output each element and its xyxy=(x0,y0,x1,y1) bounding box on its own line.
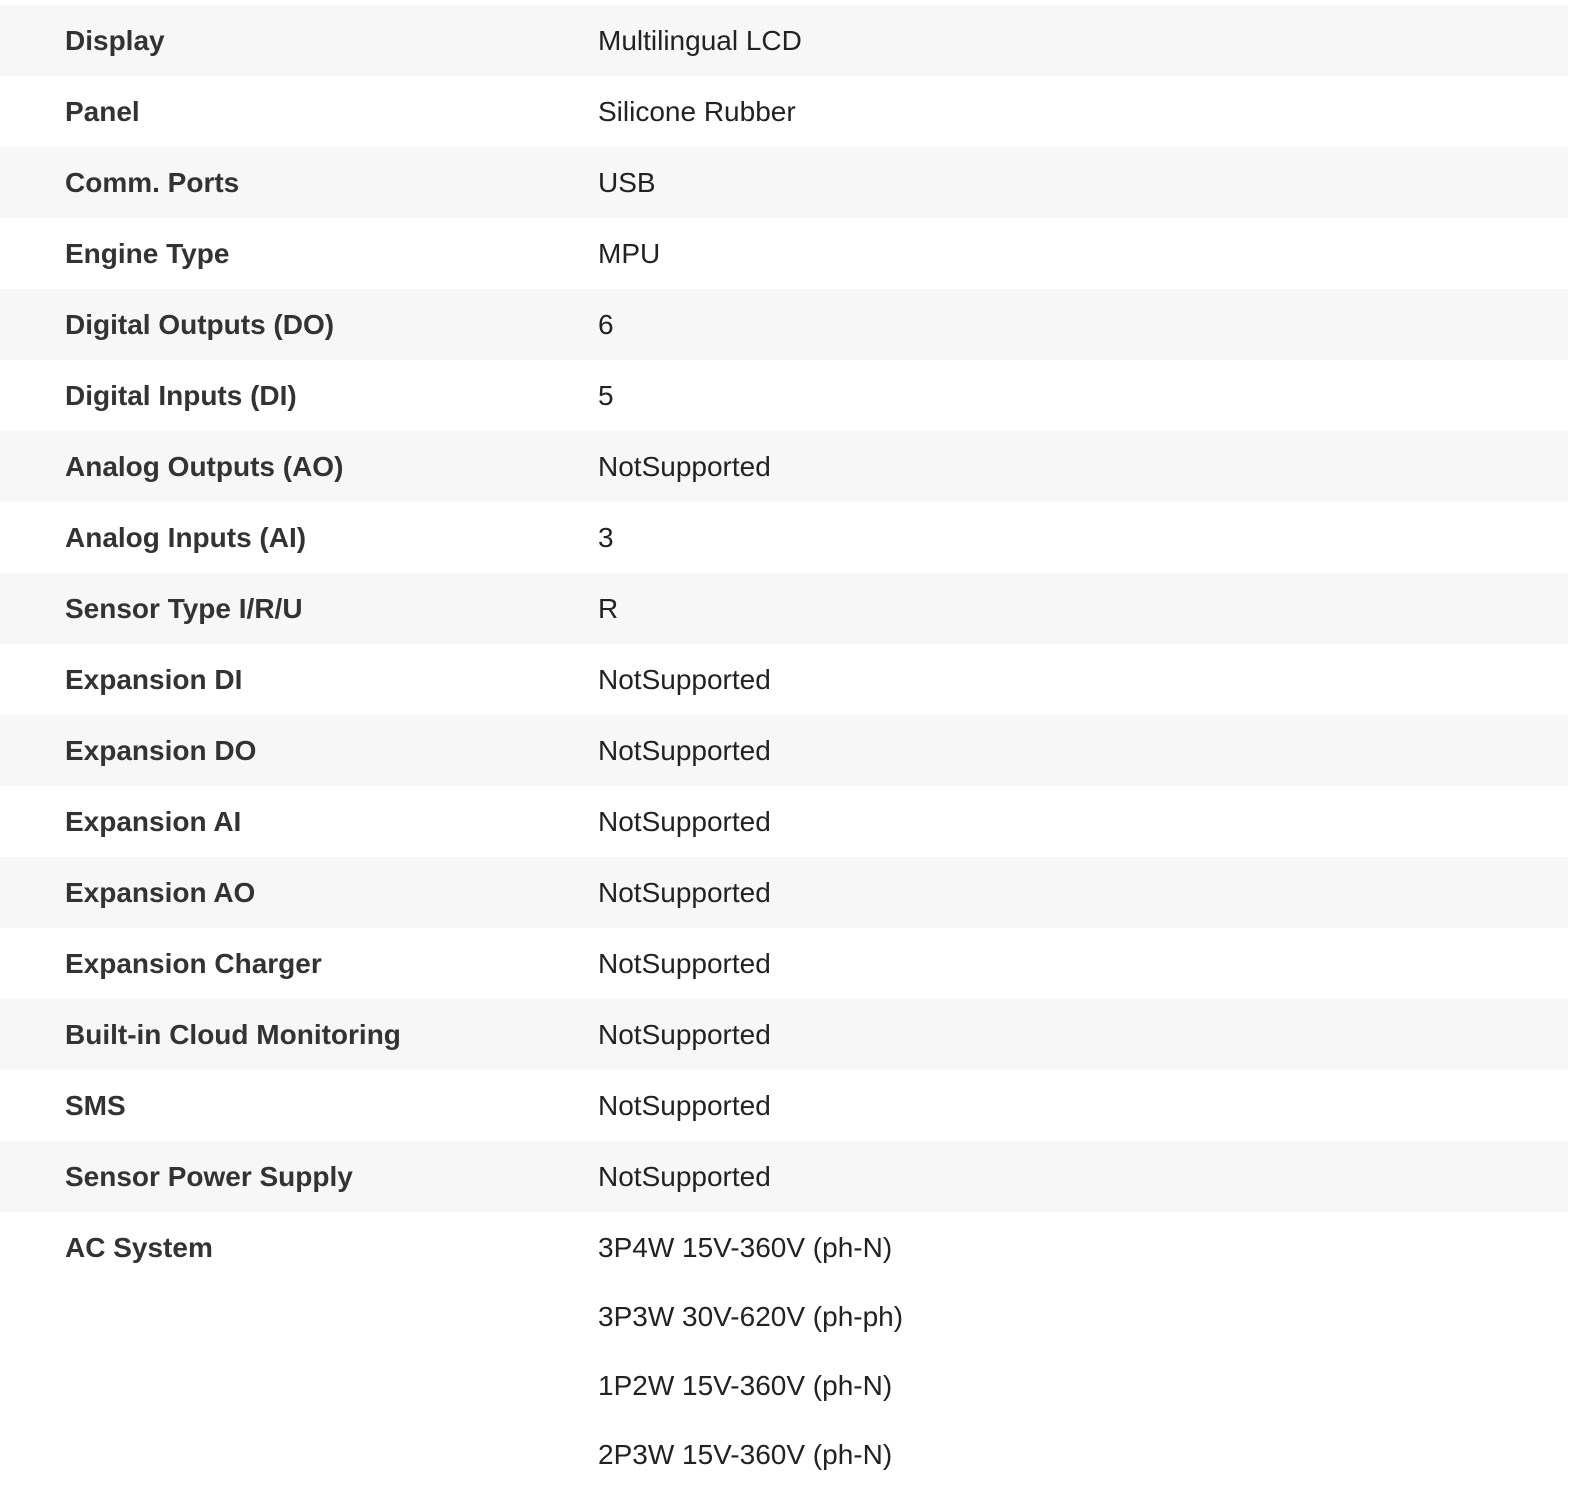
spec-row-expansion-ao xyxy=(0,857,1568,928)
spec-label: SMS xyxy=(65,1090,126,1121)
spec-label: Expansion DO xyxy=(65,735,257,766)
spec-value: Multilingual LCD xyxy=(598,25,802,56)
spec-value: NotSupported xyxy=(598,664,771,695)
spec-value: MPU xyxy=(598,238,661,269)
spec-row-sensor-power-supply xyxy=(0,1141,1568,1212)
spec-label: Built-in Cloud Monitoring xyxy=(65,1019,401,1050)
spec-row-sms xyxy=(0,1070,1568,1141)
spec-value: 6 xyxy=(598,309,614,340)
spec-value: USB xyxy=(598,167,656,198)
spec-row-expansion-charger xyxy=(0,928,1568,999)
spec-value: 3 xyxy=(598,522,614,553)
spec-label: Comm. Ports xyxy=(65,167,240,198)
spec-label: AC System xyxy=(65,1232,213,1263)
spec-value: 5 xyxy=(598,380,614,411)
spec-row-panel xyxy=(0,76,1568,147)
spec-value-list xyxy=(597,1212,1568,1490)
spec-label: Display xyxy=(65,25,165,56)
spec-value: R xyxy=(598,593,619,624)
spec-value: NotSupported xyxy=(598,1019,771,1050)
spec-label: Digital Inputs (DI) xyxy=(65,380,297,411)
spec-value: Silicone Rubber xyxy=(598,96,796,127)
spec-row-expansion-ai xyxy=(0,786,1568,857)
spec-label: Engine Type xyxy=(65,238,230,269)
spec-row-sensor-type xyxy=(0,573,1568,644)
ac-system-option: 1P2W 15V-360V (ph-N) xyxy=(598,1370,893,1401)
spec-label: Expansion DI xyxy=(65,664,243,695)
ac-system-option: 2P3W 15V-360V (ph-N) xyxy=(598,1439,893,1470)
spec-row-engine-type xyxy=(0,218,1568,289)
spec-label: Expansion AI xyxy=(65,806,242,837)
spec-value: NotSupported xyxy=(598,1161,771,1192)
spec-value: NotSupported xyxy=(598,735,771,766)
spec-value: NotSupported xyxy=(598,1090,771,1121)
spec-row-analog-inputs xyxy=(0,502,1568,573)
ac-system-option: 3P3W 30V-620V (ph-ph) xyxy=(598,1301,904,1332)
spec-row-expansion-di xyxy=(0,644,1568,715)
spec-label: Analog Inputs (AI) xyxy=(65,522,307,553)
spec-row-cloud-monitoring xyxy=(0,999,1568,1070)
spec-row-expansion-do xyxy=(0,715,1568,786)
spec-row-digital-inputs xyxy=(0,360,1568,431)
spec-row-display xyxy=(0,5,1568,76)
spec-value: NotSupported xyxy=(598,451,771,482)
spec-label: Sensor Power Supply xyxy=(65,1161,353,1192)
spec-value: NotSupported xyxy=(598,948,771,979)
spec-table xyxy=(0,5,1568,1490)
spec-value: NotSupported xyxy=(598,806,771,837)
spec-row-digital-outputs xyxy=(0,289,1568,360)
spec-label: Panel xyxy=(65,96,140,127)
spec-row-comm-ports xyxy=(0,147,1568,218)
spec-row-analog-outputs xyxy=(0,431,1568,502)
spec-label: Analog Outputs (AO) xyxy=(65,451,344,482)
spec-label: Expansion Charger xyxy=(65,948,322,979)
spec-row-ac-system xyxy=(0,1212,1568,1490)
ac-system-option: 3P4W 15V-360V (ph-N) xyxy=(598,1232,893,1263)
spec-label: Expansion AO xyxy=(65,877,256,908)
spec-label: Sensor Type I/R/U xyxy=(65,593,303,624)
spec-label: Digital Outputs (DO) xyxy=(65,309,335,340)
spec-value: NotSupported xyxy=(598,877,771,908)
